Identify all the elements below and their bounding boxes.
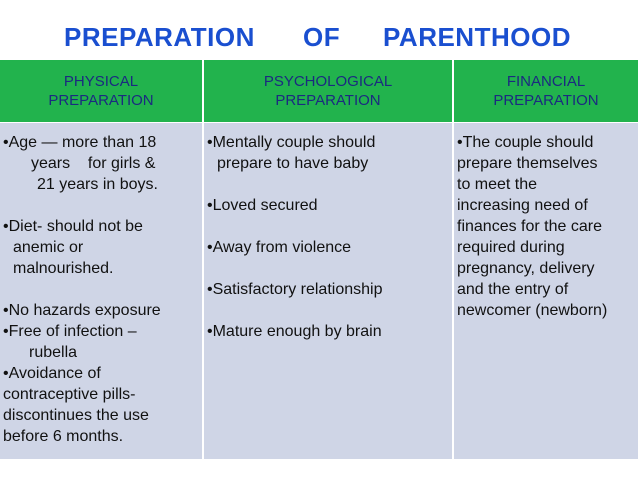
age-line1: •Age — more than 18 [3, 134, 157, 151]
financial-cell [453, 123, 638, 460]
title-word-preparation: PREPARATION [64, 22, 255, 52]
psych-mentally-item [207, 132, 450, 174]
page-title [0, 22, 638, 62]
physical-cell [0, 123, 203, 460]
header-financial [453, 60, 638, 123]
physical-age-item [3, 132, 200, 195]
title-word-of: OF [303, 22, 341, 52]
infection-line1: •Free of infection – [3, 323, 137, 340]
psych-relationship-item: •Satisfactory relationship [207, 281, 383, 298]
mentally-line1: •Mentally couple should [207, 134, 376, 151]
avoid-line3: discontinues the use [3, 407, 149, 424]
financial-line: •The couple should [457, 134, 594, 151]
header-psychological-line2: PREPARATION [275, 92, 381, 109]
header-financial-line2: PREPARATION [493, 92, 599, 109]
mentally-line2: prepare to have baby [217, 155, 369, 172]
header-financial-line1: FINANCIAL [506, 73, 586, 90]
physical-diet-item [3, 216, 200, 279]
title-word-parenthood: PARENTHOOD [383, 22, 571, 52]
infection-line2: rubella [29, 344, 78, 361]
header-psychological [203, 60, 453, 123]
physical-hazards-item [3, 300, 200, 321]
financial-line: prepare themselves [457, 155, 598, 172]
financial-line: finances for the care [457, 218, 602, 235]
content-row [0, 123, 638, 460]
physical-avoidance-item [3, 363, 200, 447]
financial-line: and the entry of [457, 281, 569, 298]
hazards-line: •No hazards exposure [3, 302, 161, 319]
header-physical [0, 60, 203, 123]
age-line3: 21 years in boys. [37, 176, 158, 193]
avoid-line4: before 6 months. [3, 428, 124, 445]
avoid-line1: •Avoidance of [3, 365, 101, 382]
header-row [0, 60, 638, 123]
avoid-line2: contraceptive pills- [3, 386, 136, 403]
financial-line: pregnancy, delivery [457, 260, 595, 277]
preparation-table [0, 60, 638, 459]
financial-line: to meet the [457, 176, 538, 193]
financial-line: required during [457, 239, 565, 256]
psych-loved-item: •Loved secured [207, 197, 318, 214]
psychological-cell [203, 123, 453, 460]
diet-line1: •Diet- should not be [3, 218, 143, 235]
age-line2: years for girls & [31, 155, 156, 172]
header-psychological-line1: PSYCHOLOGICAL [263, 73, 393, 90]
header-physical-line1: PHYSICAL [63, 73, 139, 90]
diet-line2: anemic or [13, 239, 84, 256]
physical-infection-item [3, 321, 200, 363]
psych-violence-item: •Away from violence [207, 239, 352, 256]
financial-line: increasing need of [457, 197, 588, 214]
financial-line: newcomer (newborn) [457, 302, 608, 319]
header-physical-line2: PREPARATION [48, 92, 154, 109]
diet-line3: malnourished. [13, 260, 114, 277]
psych-mature-item: •Mature enough by brain [207, 323, 382, 340]
financial-text [457, 132, 636, 321]
